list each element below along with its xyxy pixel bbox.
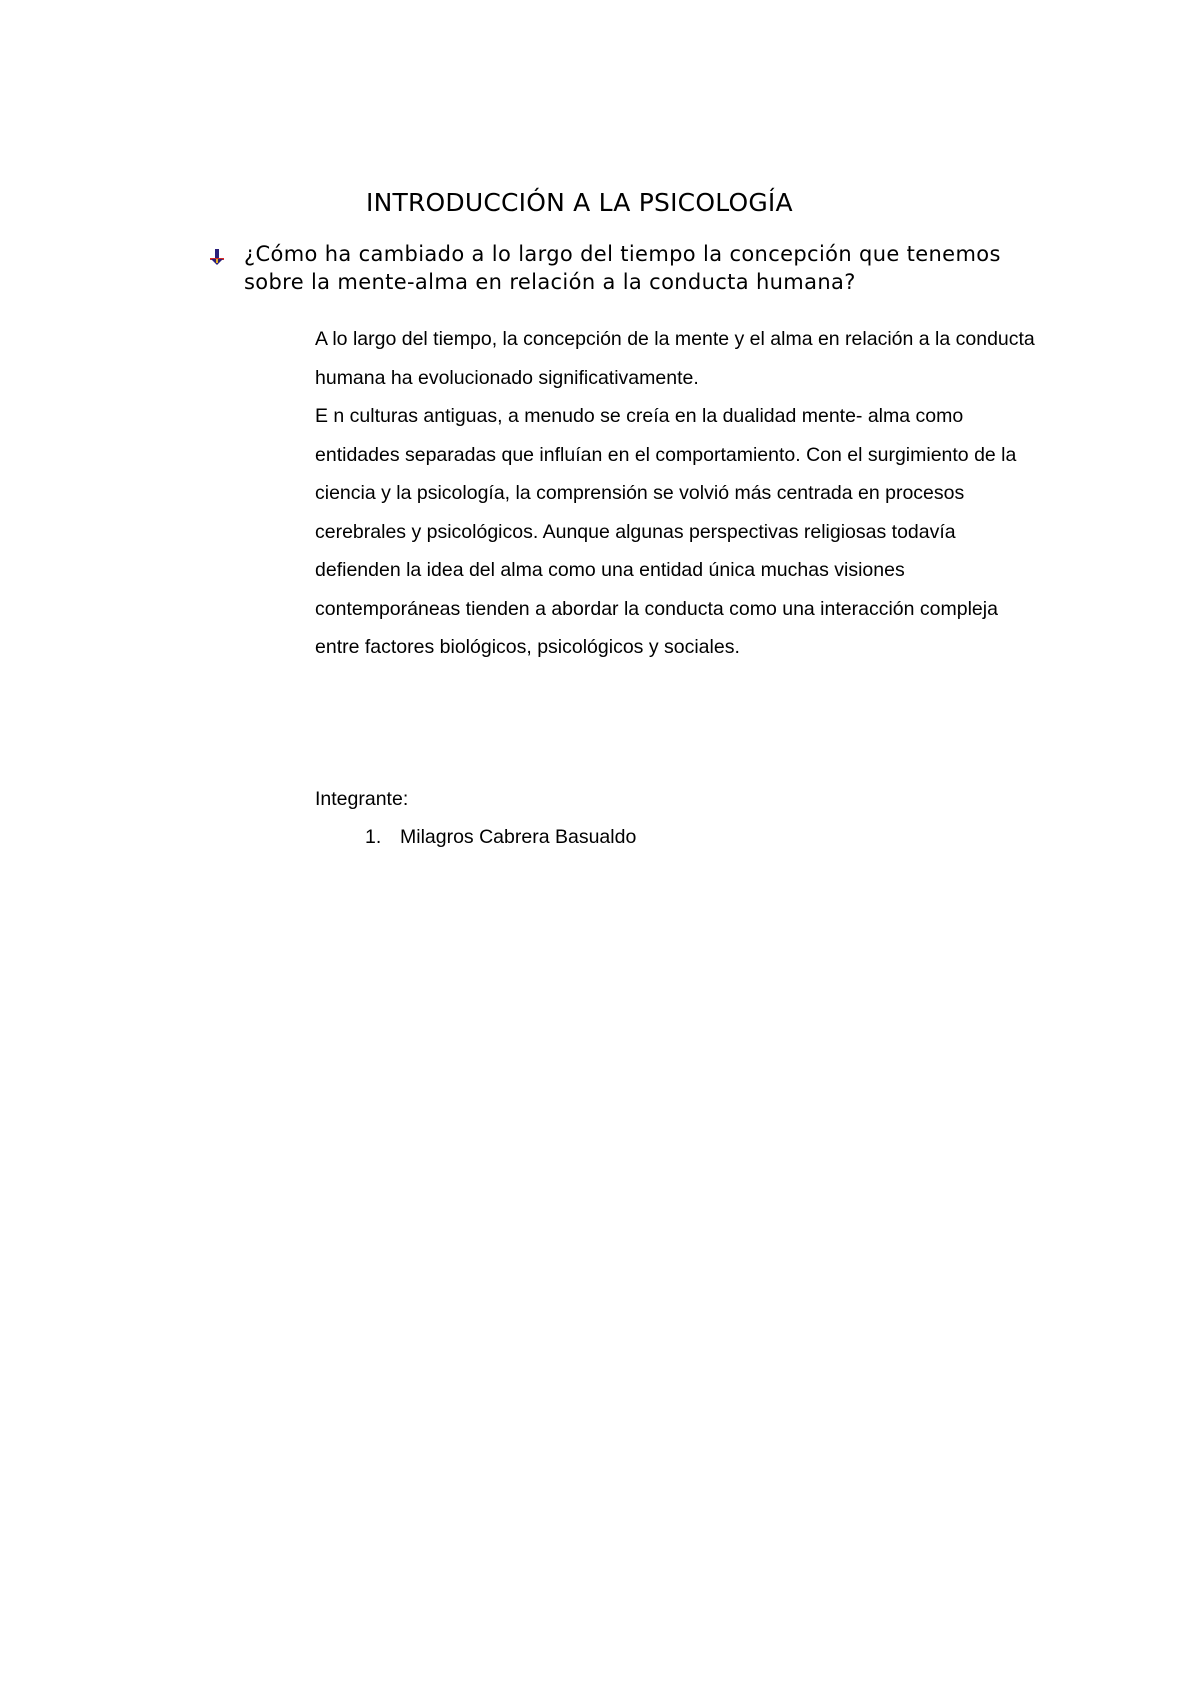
answer-paragraph: A lo largo del tiempo, la concepción de la mente y el alma en relación a la conducta humana ha evolucionado significativamente. (315, 328, 1035, 389)
members-label: Integrante: (315, 788, 409, 810)
answer-paragraph: E n culturas antiguas, a menudo se creía en la dualidad mente- alma como entidades separadas que influían en el comportamiento. Con el surgimiento de la ciencia y la psicología, la comprensión se volvió más centrada en procesos cerebrales y psicológicos. Aunque algunas perspectivas religiosas todavía defienden la idea del alma como una entidad única muchas visiones contemporáneas tienden a abordar la conducta como una interacción compleja entre factores biológicos, psicológicos y sociales. (315, 405, 1017, 658)
arrow-down-bullet-icon (208, 245, 226, 263)
document-title: INTRODUCCIÓN A LA PSICOLOGÍA (366, 188, 793, 217)
list-item (315, 818, 915, 856)
member-name: Milagros Cabrera Basualdo (400, 826, 637, 848)
list-item-number: 1. (365, 826, 382, 848)
answer-text (315, 320, 1035, 667)
members-section (315, 780, 915, 856)
question-item (208, 240, 1038, 296)
members-list (315, 818, 915, 856)
question-text: ¿Cómo ha cambiado a lo largo del tiempo la concepción que tenemos sobre la mente-alma en relación a la conducta humana? (244, 242, 1001, 294)
